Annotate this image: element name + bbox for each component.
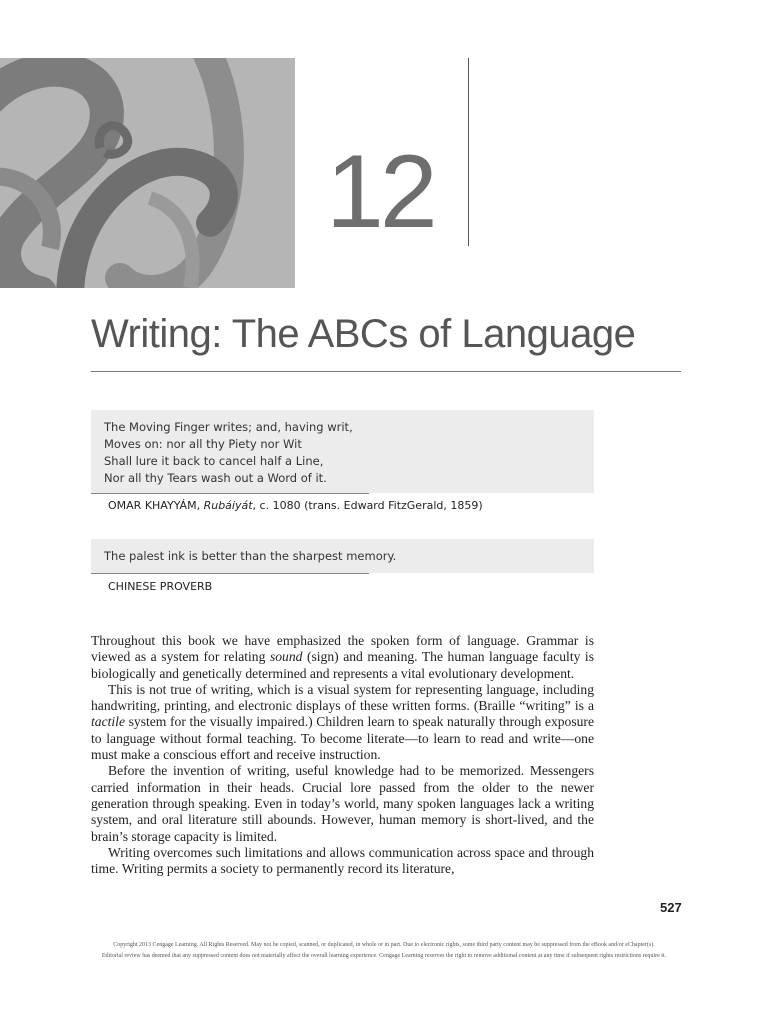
paragraph-text: Throughout this book we have emphasized the spoken form of language. Grammar is viewed as a system for relating: [91, 633, 594, 665]
epigraph-line: The palest ink is better than the sharpest memory.: [104, 549, 397, 563]
chapter-number: 12: [326, 134, 434, 250]
vertical-divider: [468, 58, 469, 246]
copyright-line: Editorial review has deemed that any suppressed content does not materially affect the overall learning experience. Cengage Learning reserves the right to remove additional content at any time if subsequent rights restrictions require it.: [101, 953, 667, 959]
paragraph-text: system for the visually impaired.) Children learn to speak naturally through exposure to language without formal teaching. To become literate—to learn to read and write—one must make a conscious effort and receive instruction.: [91, 714, 594, 763]
chapter-art-image: [0, 58, 295, 288]
epigraph-line: Moves on: nor all thy Piety nor Wit: [104, 437, 302, 451]
epigraph-box: [91, 539, 594, 573]
copyright-line: Copyright 2013 Cengage Learning. All Rights Reserved. May not be copied, scanned, or duplicated, in whole or in part. Due to electronic rights, some third party content may be suppressed from the eBook and/or eChapter(s).: [113, 942, 655, 948]
page-number: 527: [660, 900, 682, 915]
epigraph-bottom-rule: [91, 493, 369, 494]
epigraph-box: [91, 410, 594, 493]
epigraph-line: Nor all thy Tears wash out a Word of it.: [104, 471, 327, 485]
emphasis: tactile: [91, 714, 125, 730]
epigraph-attribution: CHINESE PROVERB: [108, 580, 213, 593]
emphasis: sound: [269, 649, 303, 665]
paragraph: [91, 633, 594, 682]
copyright-notice: [20, 940, 748, 962]
epigraph-bottom-rule: [91, 573, 369, 574]
epigraph-work: Rubáiyát: [203, 499, 253, 512]
epigraph-line: The Moving Finger writes; and, having writ,: [104, 420, 353, 434]
paragraph-text: (sign) and meaning. The human language faculty is biologically and genetically determined and represents a vital evolutionary development.: [91, 649, 594, 681]
paragraph-text: This is not true of writing, which is a visual system for representing language, including handwriting, printing, and electronic displays of these written forms. (Braille “writing” is a: [91, 681, 594, 714]
epigraph-source: , c. 1080 (trans. Edward FitzGerald, 1859): [252, 499, 483, 512]
paragraph: Before the invention of writing, useful knowledge had to be memorized. Messengers carried information in their heads. Crucial lore passed from the older to the newer generation through speaking. Even in today’s world, many spoken languages lack a writing system, and oral literature still abounds. However, human memory is short-lived, and the brain’s storage capacity is limited.: [91, 763, 594, 844]
body-text: [91, 633, 594, 877]
paragraph: [91, 682, 594, 763]
epigraph-author: OMAR KHAYYÁM,: [108, 499, 201, 512]
paragraph: Writing overcomes such limitations and allows communication across space and through time. Writing permits a society to permanently record its literature,: [91, 844, 594, 877]
epigraph-line: Shall lure it back to cancel half a Line,: [104, 454, 324, 468]
epigraph-attribution: [108, 499, 483, 512]
chapter-title: Writing: The ABCs of Language: [91, 312, 636, 356]
title-divider: [91, 371, 681, 372]
